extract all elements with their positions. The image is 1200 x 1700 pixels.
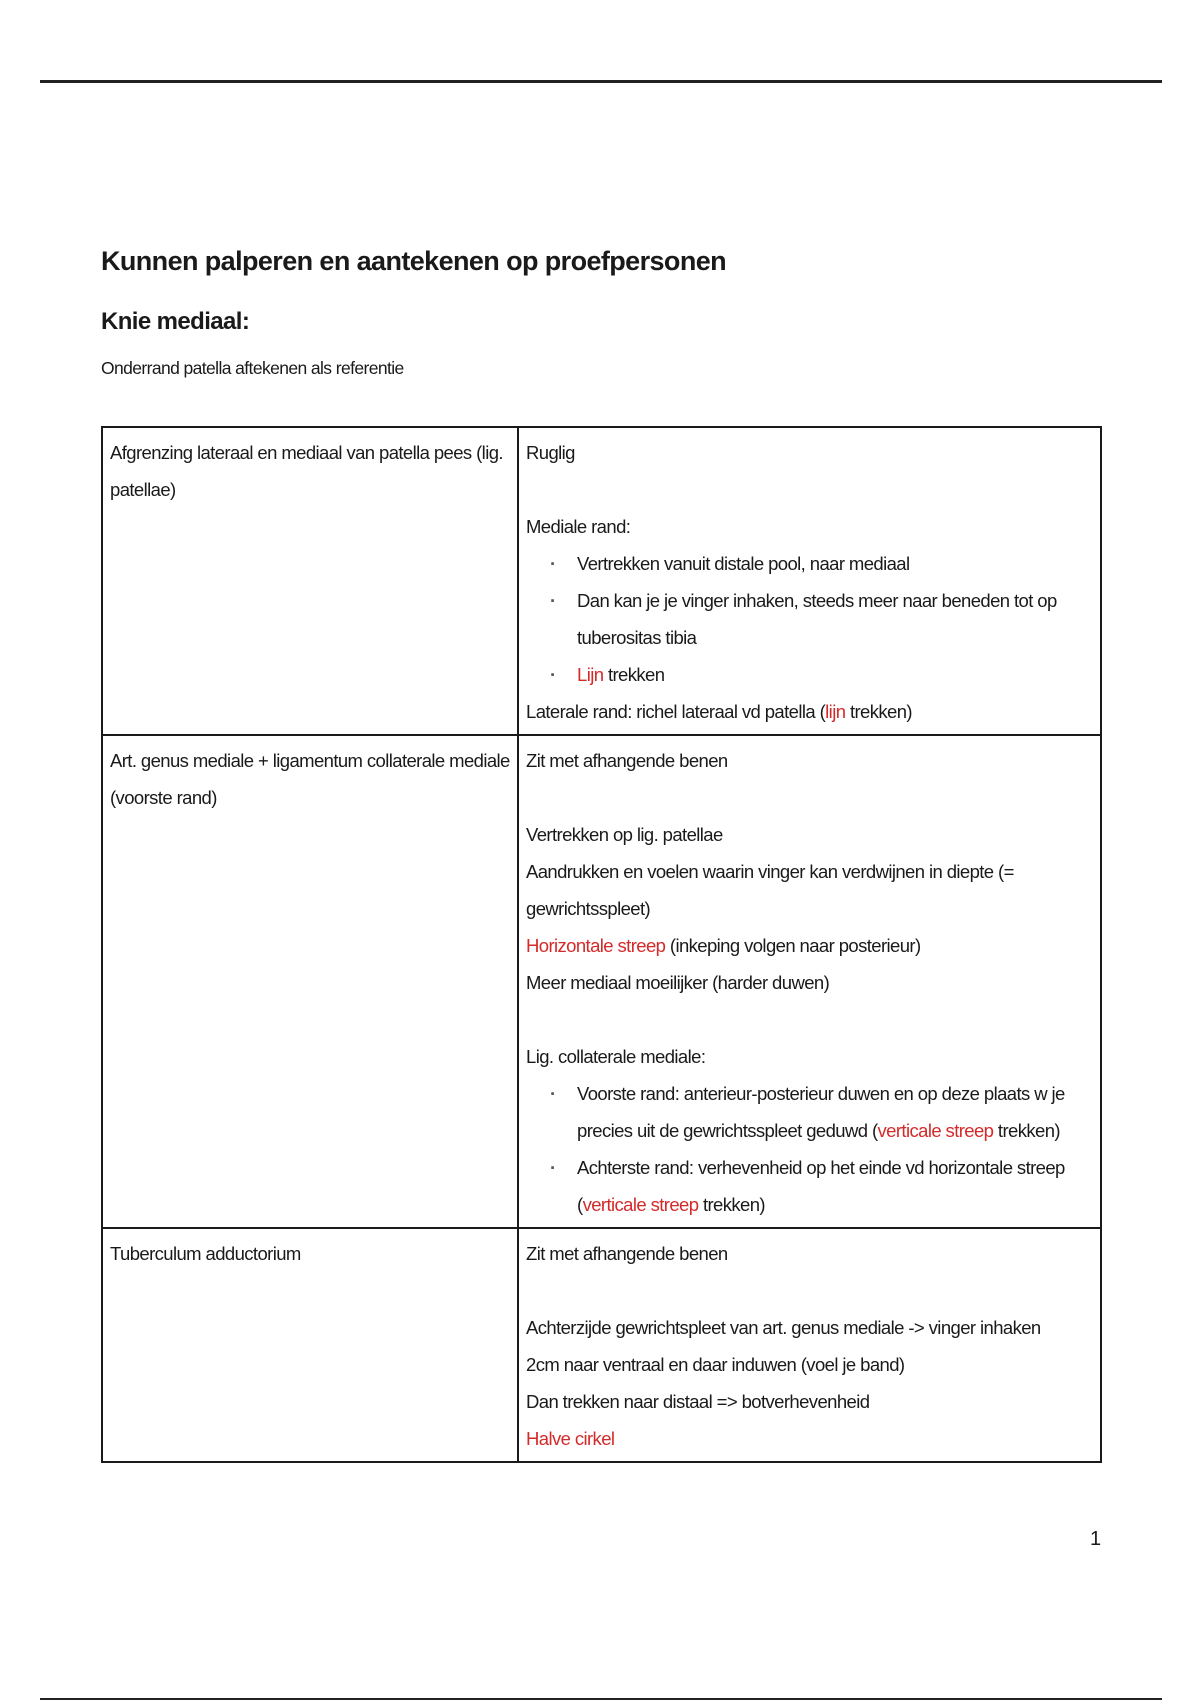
list-item — [526, 545, 1093, 582]
bullet-text: Vertrekken vanuit distale pool, naar mediaal — [577, 553, 910, 574]
instruction-cell — [518, 1228, 1101, 1462]
table-row — [102, 735, 1101, 1228]
structure-cell — [102, 427, 518, 735]
reference-note: Onderrand patella aftekenen als referentie — [101, 358, 404, 378]
list-item — [526, 1075, 1093, 1149]
list-item — [526, 656, 1093, 693]
list-item — [526, 1149, 1093, 1223]
instruction-cell — [518, 735, 1101, 1228]
section-heading: Knie mediaal: — [101, 308, 250, 335]
structure-cell — [102, 1228, 518, 1462]
instruction-line: Aandrukken en voelen waarin vinger kan verdwijnen in diepte (= gewrichtsspleet) — [526, 861, 1014, 919]
spacer — [526, 1001, 1093, 1038]
page-number: 1 — [1090, 1528, 1102, 1550]
patient-position: Zit met afhangende benen — [526, 750, 728, 771]
table-row — [102, 427, 1101, 735]
structure-label: Afgrenzing lateraal en mediaal van patella pees (lig. patellae) — [110, 442, 503, 500]
instruction-cell — [518, 427, 1101, 735]
bullet-text: trekken) — [698, 1194, 765, 1215]
structure-label: Art. genus mediale + ligamentum collaterale mediale (voorste rand) — [110, 750, 510, 808]
marking-instruction: lijn — [825, 701, 846, 722]
instruction-heading: Lig. collaterale mediale: — [526, 1046, 706, 1067]
spacer — [526, 1272, 1093, 1309]
spacer — [526, 471, 1093, 508]
instruction-line: Vertrekken op lig. patellae — [526, 824, 723, 845]
instruction-heading: Mediale rand: — [526, 516, 631, 537]
marking-instruction: verticale streep — [877, 1120, 994, 1141]
bullet-text: trekken — [603, 664, 665, 685]
patient-position: Ruglig — [526, 442, 575, 463]
spacer — [526, 779, 1093, 816]
instruction-text: (inkeping volgen naar posterieur) — [665, 935, 921, 956]
bullet-text: trekken) — [993, 1120, 1060, 1141]
instruction-text: trekken) — [845, 701, 912, 722]
instruction-line: Dan trekken naar distaal => botverhevenheid — [526, 1391, 870, 1412]
patient-position: Zit met afhangende benen — [526, 1243, 728, 1264]
instruction-line: Meer mediaal moeilijker (harder duwen) — [526, 972, 830, 993]
instruction-line: 2cm naar ventraal en daar induwen (voel je band) — [526, 1354, 905, 1375]
list-item — [526, 582, 1093, 656]
marking-instruction: Lijn — [577, 664, 604, 685]
marking-instruction: verticale streep — [582, 1194, 699, 1215]
marking-instruction: Halve cirkel — [526, 1428, 615, 1449]
palpation-table — [101, 426, 1102, 1463]
document-title: Kunnen palperen en aantekenen op proefpersonen — [101, 246, 727, 276]
bullet-text: Voorste rand: anterieur-posterieur duwen en op deze plaats w je precies uit de gewrichtsspleet geduwd ( — [577, 1083, 1065, 1141]
structure-cell — [102, 735, 518, 1228]
instruction-line: Achterzijde gewrichtspleet van art. genus mediale -> vinger inhaken — [526, 1317, 1041, 1338]
header-rule — [40, 80, 1162, 83]
instruction-line — [526, 927, 1093, 964]
instruction-line — [526, 693, 1093, 730]
instruction-text: Laterale rand: richel lateraal vd patella ( — [526, 701, 826, 722]
bullet-text: Dan kan je je vinger inhaken, steeds meer naar beneden tot op tuberositas tibia — [577, 590, 1057, 648]
marking-instruction: Horizontale streep — [526, 935, 666, 956]
table-row — [102, 1228, 1101, 1462]
structure-label: Tuberculum adductorium — [110, 1243, 301, 1264]
bullet-text: Achterste rand: verhevenheid op het einde vd horizontale streep ( — [577, 1157, 1065, 1215]
